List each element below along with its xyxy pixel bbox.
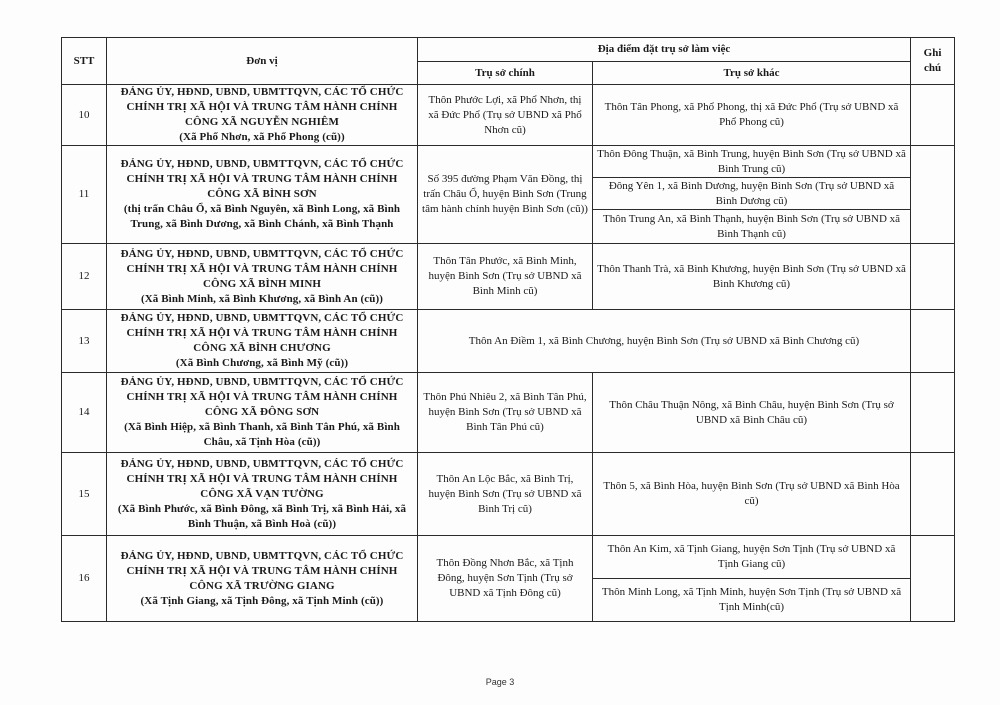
table-row: [62, 373, 955, 453]
other-office-cell: Thôn Châu Thuận Nông, xã Bình Châu, huyện Bình Sơn (Trụ sở UBND xã Bình Châu cũ): [593, 373, 911, 453]
main-office-cell: Thôn Tân Phước, xã Bình Minh, huyện Bình Sơn (Trụ sở UBND xã Bình Minh cũ): [418, 244, 593, 310]
row-unit: [107, 85, 418, 146]
note-cell: [911, 244, 955, 310]
other-office-cell: Thôn Thanh Trà, xã Bình Khương, huyện Bình Sơn (Trụ sở UBND xã Bình Khương cũ): [593, 244, 911, 310]
header-main-office: Trụ sở chính: [418, 62, 593, 85]
row-unit: [107, 536, 418, 622]
header-other-office: Trụ sở khác: [593, 62, 911, 85]
unit-former-communes: (Xã Phổ Nhơn, xã Phổ Phong (cũ)): [179, 131, 345, 143]
unit-title: ĐẢNG ỦY, HĐND, UBND, UBMTTQVN, CÁC TỔ CHỨC CHÍNH TRỊ XÃ HỘI VÀ TRUNG TÂM HÀNH CHÍNH CÔNG XÃ ĐÔNG SƠN: [120, 376, 404, 418]
note-cell: [911, 373, 955, 453]
row-stt: 16: [62, 536, 107, 622]
table-body: [62, 85, 955, 622]
header-stt: STT: [62, 38, 107, 85]
unit-former-communes: (Xã Bình Hiệp, xã Bình Thanh, xã Bình Tân Phú, xã Bình Châu, xã Tịnh Hòa (cũ)): [124, 421, 400, 448]
table-row: [62, 453, 955, 536]
unit-title: ĐẢNG ỦY, HĐND, UBND, UBMTTQVN, CÁC TỔ CHỨC CHÍNH TRỊ XÃ HỘI VÀ TRUNG TÂM HÀNH CHÍNH CÔNG XÃ VẠN TƯỜNG: [120, 457, 404, 500]
row-stt: 14: [62, 373, 107, 453]
table-row: [62, 146, 955, 178]
table-row: [62, 244, 955, 310]
main-office-cell: Số 395 đường Phạm Văn Đồng, thị trấn Châu Ổ, huyện Bình Sơn (Trung tâm hành chính huyện Bình Sơn (cũ)): [418, 146, 593, 244]
row-unit: [107, 453, 418, 536]
row-stt: 10: [62, 85, 107, 146]
note-cell: [911, 310, 955, 373]
row-unit: [107, 244, 418, 310]
main-office-cell: Thôn Phú Nhiêu 2, xã Bình Tân Phú, huyện Bình Sơn (Trụ sở UBND xã Bình Tân Phú cũ): [418, 373, 593, 453]
header-location: Địa điểm đặt trụ sở làm việc: [418, 38, 911, 62]
table-row: [62, 310, 955, 373]
other-office-cell: Thôn Minh Long, xã Tịnh Minh, huyện Sơn Tịnh (Trụ sở UBND xã Tịnh Minh(cũ): [593, 579, 911, 622]
unit-title: ĐẢNG ỦY, HĐND, UBND, UBMTTQVN, CÁC TỔ CHỨC CHÍNH TRỊ XÃ HỘI VÀ TRUNG TÂM HÀNH CHÍNH CÔNG XÃ BÌNH CHƯƠNG: [120, 312, 404, 354]
row-stt: 12: [62, 244, 107, 310]
note-cell: [911, 453, 955, 536]
header-unit: Đơn vị: [107, 38, 418, 85]
unit-former-communes: (thị trấn Châu Ổ, xã Bình Nguyên, xã Bình Long, xã Bình Trung, xã Bình Dương, xã Bình Chánh, xã Bình Thạnh: [123, 203, 401, 230]
row-unit: [107, 146, 418, 244]
table-row: [62, 85, 955, 146]
note-cell: [911, 536, 955, 622]
main-office-cell: Thôn An Lộc Bắc, xã Bình Trị, huyện Bình Sơn (Trụ sở UBND xã Bình Trị cũ): [418, 453, 593, 536]
unit-former-communes: (Xã Bình Chương, xã Bình Mỹ (cũ)): [175, 357, 349, 369]
unit-former-communes: (Xã Bình Phước, xã Bình Đông, xã Bình Trị, xã Bình Hải, xã Bình Thuận, xã Bình Hoà (cũ)): [117, 502, 407, 530]
main-office-cell: Thôn Phước Lợi, xã Phổ Nhơn, thị xã Đức Phổ (Trụ sở UBND xã Phổ Nhơn cũ): [418, 85, 593, 146]
unit-title: ĐẢNG ỦY, HĐND, UBND, UBMTTQVN, CÁC TỔ CHỨC CHÍNH TRỊ XÃ HỘI VÀ TRUNG TÂM HÀNH CHÍNH CÔNG XÃ TRƯỜNG GIANG: [120, 549, 404, 592]
row-stt: 15: [62, 453, 107, 536]
note-cell: [911, 85, 955, 146]
table-row: [62, 536, 955, 579]
other-office-cell: Thôn Trung An, xã Bình Thạnh, huyện Bình Sơn (Trụ sở UBND xã Bình Thạnh cũ): [593, 210, 911, 244]
row-stt: 13: [62, 310, 107, 373]
other-office-cell: Đông Yên 1, xã Bình Dương, huyện Bình Sơn (Trụ sở UBND xã Bình Dương cũ): [593, 178, 911, 210]
merged-office-cell: Thôn An Điềm 1, xã Bình Chương, huyện Bình Sơn (Trụ sở UBND xã Bình Chương cũ): [418, 310, 911, 373]
row-unit: [107, 310, 418, 373]
note-cell: [911, 146, 955, 244]
other-office-cell: Thôn 5, xã Bình Hòa, huyện Bình Sơn (Trụ sở UBND xã Bình Hòa cũ): [593, 453, 911, 536]
unit-former-communes: (Xã Bình Minh, xã Bình Khương, xã Bình An (cũ)): [140, 292, 384, 305]
main-office-cell: Thôn Đồng Nhơn Bắc, xã Tịnh Đông, huyện Sơn Tịnh (Trụ sở UBND xã Tịnh Đông cũ): [418, 536, 593, 622]
unit-title: ĐẢNG ỦY, HĐND, UBND, UBMTTQVN, CÁC TỔ CHỨC CHÍNH TRỊ XÃ HỘI VÀ TRUNG TÂM HÀNH CHÍNH CÔNG XÃ BÌNH SƠN: [120, 158, 404, 200]
header-note: Ghi chú: [911, 38, 955, 85]
other-office-cell: Thôn Tân Phong, xã Phổ Phong, thị xã Đức Phổ (Trụ sở UBND xã Phổ Phong cũ): [593, 85, 911, 146]
row-unit: [107, 373, 418, 453]
office-location-table: [61, 37, 955, 622]
other-office-cell: Thôn An Kim, xã Tịnh Giang, huyện Sơn Tịnh (Trụ sở UBND xã Tịnh Giang cũ): [593, 536, 911, 579]
row-stt: 11: [62, 146, 107, 244]
page-number: Page 3: [485, 677, 515, 687]
other-office-cell: Thôn Đông Thuận, xã Bình Trung, huyện Bình Sơn (Trụ sở UBND xã Bình Trung cũ): [593, 146, 911, 178]
unit-title: ĐẢNG ỦY, HĐND, UBND, UBMTTQVN, CÁC TỔ CHỨC CHÍNH TRỊ XÃ HỘI VÀ TRUNG TÂM HÀNH CHÍNH CÔNG XÃ BÌNH MINH: [120, 247, 404, 290]
unit-title: ĐẢNG ỦY, HĐND, UBND, UBMTTQVN, CÁC TỔ CHỨC CHÍNH TRỊ XÃ HỘI VÀ TRUNG TÂM HÀNH CHÍNH CÔNG XÃ NGUYỄN NGHIÊM: [120, 86, 404, 128]
unit-former-communes: (Xã Tịnh Giang, xã Tịnh Đông, xã Tịnh Minh (cũ)): [140, 594, 384, 607]
